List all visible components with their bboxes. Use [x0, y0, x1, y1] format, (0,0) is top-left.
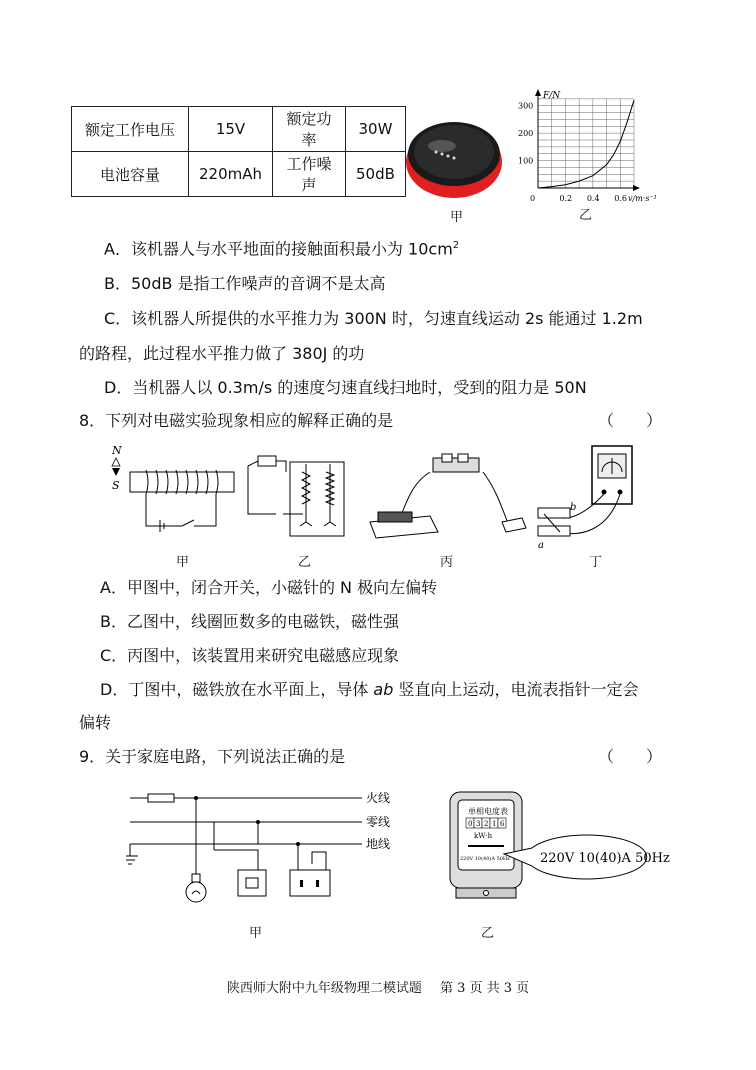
q7-option-a: A．该机器人与水平地面的接触面积最小为 $10cm^2$ — [104, 239, 460, 259]
svg-text:单相电度表: 单相电度表 — [468, 807, 508, 816]
y-tick-label: 200 — [518, 129, 534, 139]
table-cell: 15V — [189, 107, 273, 152]
q7-option-b: B．50dB 是指工作噪声的音调不是太高 — [104, 274, 386, 293]
q9-stem: 9．关于家庭电路，下列说法正确的是 — [79, 747, 346, 766]
q8-option-a: A．甲图中，闭合开关，小磁针的 N 极向左偏转 — [100, 578, 438, 597]
table-cell: 额定工作电压 — [72, 107, 189, 152]
robot-caption: 甲 — [450, 210, 464, 225]
table-row — [72, 107, 406, 152]
table-cell: 额定功率 — [273, 107, 346, 152]
meter-digit: 1 — [492, 820, 497, 828]
table-cell: 电池容量 — [72, 152, 189, 197]
x-tick-label: 0 — [530, 194, 536, 203]
q8-caption-yi: 乙 — [298, 555, 312, 570]
graph-xlabel: v/m·s⁻¹ — [628, 194, 657, 203]
q7-option-c: C．该机器人所提供的水平推力为 300N 时，匀速直线运动 2s 能通过 1.2m — [104, 309, 643, 328]
y-axis-arrow — [535, 89, 541, 96]
q9-answer-paren: （ ） — [598, 747, 663, 766]
table-row — [72, 152, 406, 197]
footer-page: 第 3 页 共 3 页 — [439, 981, 530, 996]
meter-digit: 0 — [468, 820, 473, 828]
x-tick-label: 0.4 — [586, 194, 600, 203]
table-cell: 工作噪声 — [273, 152, 346, 197]
x-tick-label: 0.6 — [614, 194, 628, 203]
q9-caption-jia: 甲 — [249, 926, 263, 941]
spec-table — [71, 106, 406, 197]
q8-stem: 8．下列对电磁实验现象相应的解释正确的是 — [79, 411, 394, 430]
y-tick-label: 100 — [518, 156, 534, 166]
q8-option-d-cont: 偏转 — [79, 713, 112, 732]
q7-option-d: D．当机器人以 0.3m/s 的速度匀速直线扫地时，受到的阻力是 50N — [104, 378, 587, 397]
meter-callout-text: 220V 10(40)A 50Hz — [540, 851, 670, 866]
robot-vacuum-image — [402, 112, 506, 204]
svg-text:220V 10(40)A 50Hz: 220V 10(40)A 50Hz — [460, 856, 510, 862]
graph-ylabel: F/N — [543, 91, 561, 101]
x-tick-label: 0.2 — [559, 194, 573, 203]
table-cell: 30W — [346, 107, 406, 152]
table-cell: 220mAh — [189, 152, 273, 197]
figure-generator — [370, 454, 526, 538]
q8-option-b: B．乙图中，线圈匝数多的电磁铁，磁性强 — [100, 612, 399, 631]
q8-option-c: C．丙图中，该装置用来研究电磁感应现象 — [100, 646, 400, 665]
svg-text:火线: 火线 — [366, 791, 391, 805]
svg-text:b: b — [570, 502, 577, 513]
graph-curve — [538, 100, 634, 188]
svg-text:零线: 零线 — [366, 815, 391, 829]
q8-option-d: D．丁图中，磁铁放在水平面上，导体 ab 竖直向上运动，电流表指针一定会 — [100, 680, 639, 699]
svg-text:a: a — [538, 540, 544, 551]
figure-household-circuit — [126, 790, 390, 902]
q8-caption-jia: 甲 — [176, 555, 190, 570]
meter-digit: 2 — [484, 820, 489, 828]
graph-caption: 乙 — [579, 208, 593, 223]
meter-digits — [466, 818, 506, 828]
q9-caption-yi: 乙 — [481, 926, 495, 941]
page-footer — [0, 977, 756, 996]
q8-figures — [108, 442, 668, 572]
svg-text:kW·h: kW·h — [474, 832, 493, 840]
meter-digit: 6 — [500, 820, 505, 828]
svg-text:地线: 地线 — [366, 837, 391, 851]
q9-figures — [126, 788, 686, 918]
figure-solenoid — [111, 444, 234, 532]
svg-text:S: S — [112, 479, 120, 492]
q7-option-c-cont: 的路程，此过程水平推力做了 380J 的功 — [79, 344, 365, 363]
q8-answer-paren: （ ） — [598, 411, 663, 430]
figure-electromagnets — [248, 456, 344, 536]
meter-digit: 3 — [476, 820, 481, 828]
x-axis-arrow — [633, 185, 640, 191]
figure-energy-meter — [450, 792, 670, 898]
q8-caption-bing: 丙 — [440, 555, 454, 570]
table-cell: 50dB — [346, 152, 406, 197]
footer-title: 陕西师大附中九年级物理二模试题 — [226, 981, 422, 996]
figure-ammeter — [538, 446, 632, 551]
y-tick-label: 300 — [518, 101, 534, 111]
q8-caption-ding: 丁 — [589, 555, 603, 570]
svg-text:N: N — [112, 444, 122, 457]
